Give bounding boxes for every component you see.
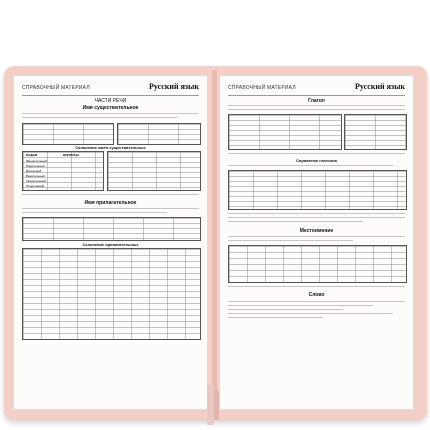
right-page-header	[228, 82, 405, 96]
case-accusative: Винительный	[26, 174, 45, 178]
text-line	[228, 213, 405, 214]
text-line	[22, 208, 199, 209]
questions-header: ВОПРОСЫ	[63, 153, 79, 157]
text-line	[228, 109, 405, 110]
text-line	[228, 153, 405, 154]
verb-form-table	[344, 114, 407, 150]
text-line	[22, 194, 199, 195]
pronoun-title: Местоимение	[299, 228, 334, 234]
left-subject-title: Русский язык	[149, 82, 199, 91]
adjective-declension-table	[22, 248, 201, 340]
right-page	[219, 75, 414, 410]
verb-tense-table	[228, 114, 342, 150]
text-line	[228, 105, 405, 106]
case-genitive: Родительный	[26, 164, 45, 168]
declension-title: Склонение имён существительных	[75, 145, 146, 150]
text-line	[228, 240, 353, 241]
text-line	[22, 117, 177, 118]
left-header-label: СПРАВОЧНЫЙ МАТЕРИАЛ	[22, 85, 90, 91]
text-line	[228, 236, 405, 237]
text-line	[228, 317, 323, 318]
case-instrumental: Творительный	[26, 179, 46, 183]
adj-declension-title: Склонение прилагательных	[82, 242, 139, 247]
bookmark-ribbon-secondary	[214, 390, 219, 420]
text-line	[228, 217, 405, 218]
right-subject-title: Русский язык	[355, 82, 405, 91]
left-page	[13, 75, 208, 410]
text-line	[228, 301, 405, 302]
text-line	[228, 313, 393, 314]
left-page-header	[22, 82, 199, 96]
noun-title: Имя существительное	[82, 105, 139, 111]
case-table	[22, 151, 104, 191]
bookmark-ribbon	[207, 385, 214, 425]
case-header: ПАДЕЖ	[26, 153, 38, 157]
case-nominative: Именительный	[26, 159, 47, 163]
adjective-categories-table	[22, 217, 201, 241]
pronoun-table	[228, 245, 407, 283]
right-header-label: СПРАВОЧНЫЙ МАТЕРИАЛ	[228, 85, 296, 91]
text-line	[22, 113, 199, 114]
text-line	[228, 165, 393, 166]
case-dative: Дательный	[26, 169, 42, 173]
word-title: Слово	[308, 292, 325, 298]
binding-gutter	[212, 70, 217, 415]
conjugation-table	[228, 170, 407, 210]
noun-number-table	[117, 123, 201, 145]
text-line	[22, 212, 167, 213]
text-line	[228, 286, 405, 287]
text-line	[228, 221, 363, 222]
declension-types-table	[107, 151, 201, 191]
conjugation-title: Спряжение глаголов	[296, 158, 337, 163]
case-prepositional: Предложный	[26, 184, 45, 188]
text-line	[228, 309, 343, 310]
verb-title: Глагол	[308, 98, 325, 104]
adjective-title: Имя прилагательное	[84, 200, 137, 206]
text-line	[228, 305, 373, 306]
parts-of-speech-title: ЧАСТИ РЕЧИ	[94, 98, 127, 104]
noun-gender-table	[22, 123, 114, 145]
